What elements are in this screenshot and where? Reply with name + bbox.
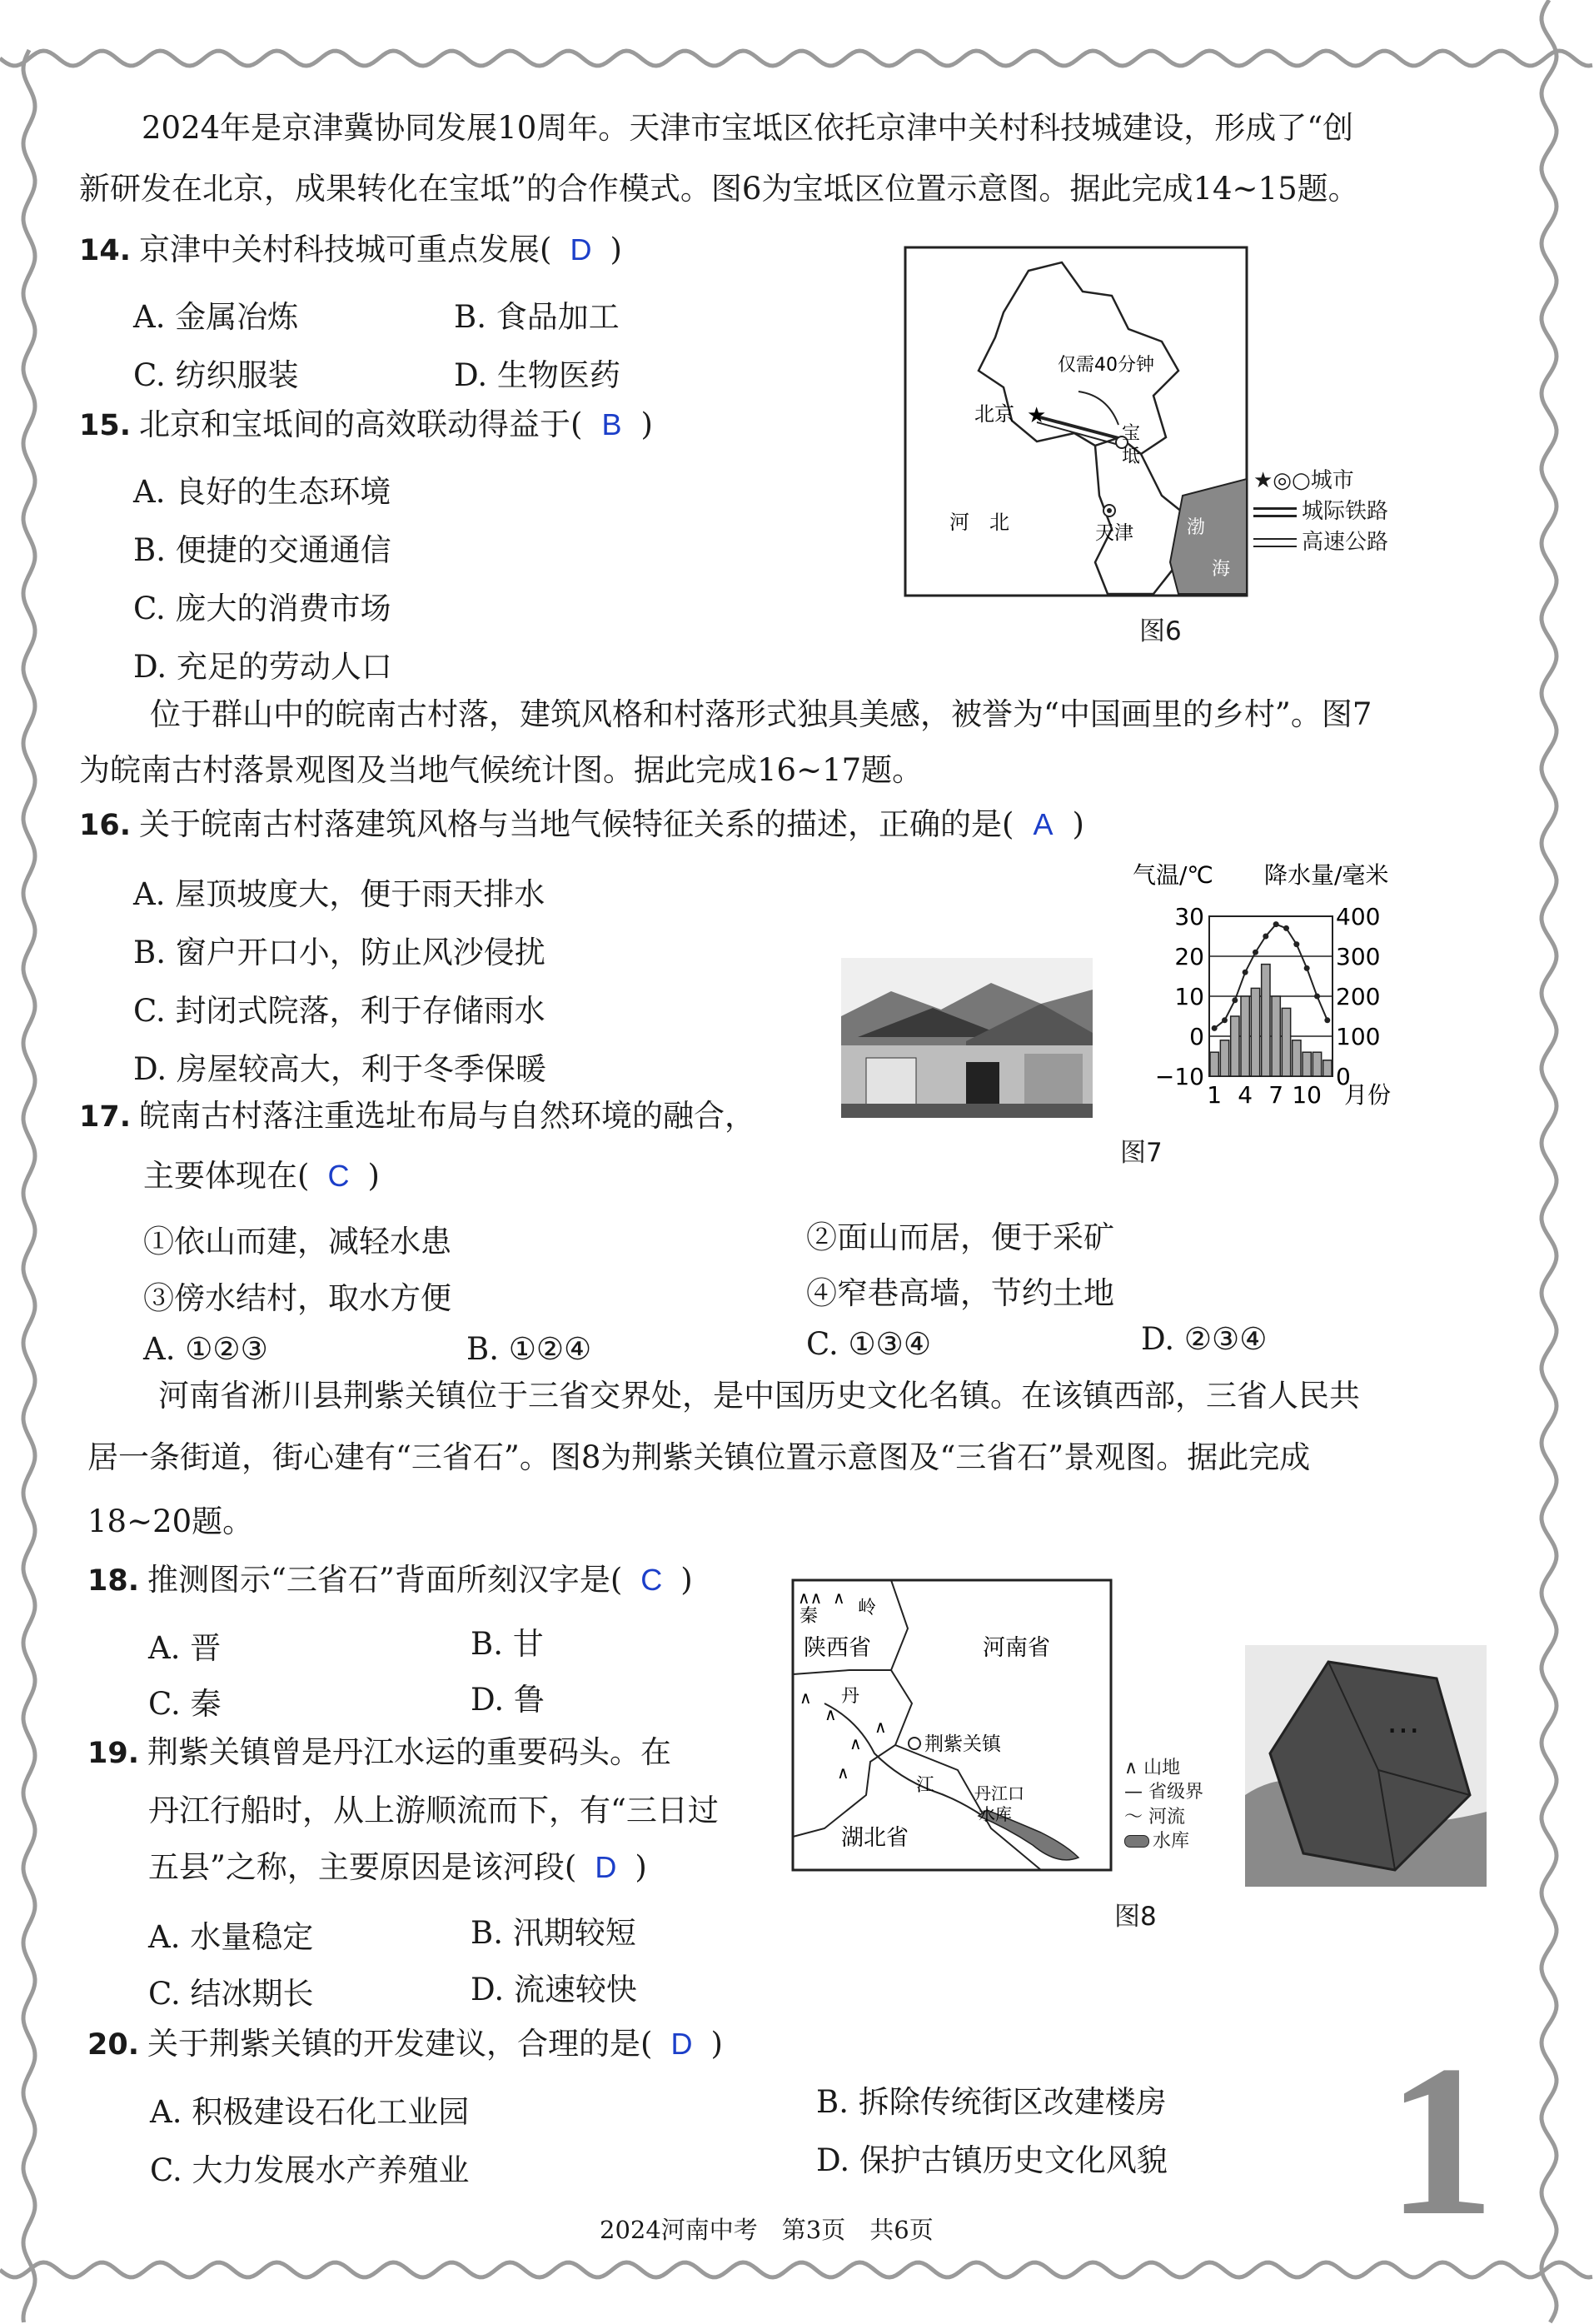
question-number: 20. [87, 2028, 140, 2062]
reservoir-swatch-icon [1124, 1835, 1149, 1848]
question-18 [87, 1562, 693, 1598]
mountain-icons: ∧ [799, 1688, 812, 1708]
y-tick-left: 20 [1174, 943, 1204, 970]
q16-option-c: C. 封闭式院落，利于存储雨水 [133, 993, 545, 1029]
intro-3-line-2: 居一条街道，街心建有“三省石”。图8为荆紫关镇位置示意图及“三省石”景观图。据此完成 [87, 1439, 1311, 1475]
q14-option-d: D. 生物医药 [454, 357, 620, 393]
label-baodi-1: 宝 [1122, 423, 1141, 444]
fig6-legend [1253, 463, 1388, 556]
question-17-line-2 [143, 1158, 380, 1194]
mountain-icons: ∧∧ [798, 1588, 823, 1608]
temperature-point [1222, 1017, 1228, 1023]
q17-option-d: D. ②③④ [1141, 1321, 1268, 1357]
y-tick-left: 10 [1174, 983, 1204, 1010]
question-close: ) [680, 1562, 693, 1598]
question-17 [79, 1098, 755, 1135]
precip-bar [1231, 1016, 1239, 1076]
question-close: ) [640, 406, 653, 442]
question-stem: 北京和宝坻间的高效联动得益于( [139, 406, 583, 442]
answer-mark: D [595, 1850, 617, 1884]
q17-item-1: ①依山而建，减轻水患 [143, 1224, 451, 1259]
q15-option-c: C. 庞大的消费市场 [133, 591, 391, 626]
question-close: ) [635, 1849, 647, 1885]
q17-option-b: B. ①②④ [466, 1331, 592, 1367]
rail-line-icon [1253, 507, 1297, 517]
intro-2-line-2: 为皖南古村落景观图及当地气候统计图。据此完成16~17题。 [79, 752, 924, 788]
temperature-point [1253, 950, 1258, 955]
question-number: 17. [79, 1100, 132, 1134]
q16-option-a: A. 屋顶坡度大，便于雨天排水 [133, 876, 545, 912]
y-tick-right: 100 [1336, 1023, 1381, 1050]
precip-bar [1220, 1040, 1228, 1076]
q15-option-a: A. 良好的生态环境 [133, 474, 391, 510]
question-stem-1: 荆紫关镇曾是丹江水运的重要码头。在 [147, 1734, 672, 1770]
precip-bar [1241, 996, 1249, 1076]
temperature-point [1314, 994, 1320, 1000]
question-number: 16. [79, 809, 132, 842]
stone-carving-icon: ⋯ [1387, 1711, 1420, 1749]
question-15 [79, 406, 653, 443]
legend-mountain: ∧ 山地 [1124, 1758, 1181, 1778]
label-bohai-1: 渤 [1187, 517, 1206, 538]
mountain-icon: ∧ [1124, 1758, 1144, 1778]
question-stem-3: 五县”之称，主要原因是该河段( [148, 1849, 577, 1885]
x-tick-label: 1 [1207, 1081, 1223, 1109]
temperature-point [1263, 934, 1268, 940]
legend-rail: 城际铁路 [1253, 494, 1388, 525]
legend-reservoir: 水库 [1124, 1829, 1203, 1853]
intro-1-line-1: 2024年是京津冀协同发展10周年。天津市宝坻区依托京津中关村科技城建设，形成了“创 [142, 110, 1354, 146]
mountain-icons: ∧ [874, 1717, 887, 1737]
legend-border: — 省级界 [1124, 1782, 1204, 1803]
precip-bar [1282, 1008, 1290, 1076]
question-close: ) [367, 1158, 380, 1194]
page-footer: 2024河南中考 第3页 共6页 [600, 2216, 934, 2244]
question-19-line-3 [148, 1849, 647, 1886]
intro-3-line-3: 18~20题。 [87, 1504, 254, 1539]
question-close: ) [1072, 806, 1084, 842]
temperature-point [1273, 921, 1279, 927]
chart-ylabel-left: 气温/℃ [1133, 861, 1213, 889]
y-tick-right: 300 [1336, 943, 1381, 970]
mountain-icons: ∧ [824, 1704, 837, 1724]
figure-6-caption: 图6 [1139, 616, 1182, 646]
mountain-icons: ∧ [833, 1588, 845, 1608]
legend-city: ★◎○城市 [1253, 468, 1354, 493]
question-stem: 推测图示“三省石”背面所刻汉字是( [147, 1562, 623, 1598]
question-stem-2: 主要体现在( [143, 1158, 310, 1194]
border-line-icon: — [1124, 1782, 1148, 1803]
beijing-star-icon: ★ [1027, 403, 1047, 428]
temperature-point [1324, 1017, 1330, 1023]
city-symbols-icon: ★◎○ [1253, 468, 1311, 493]
figure-8-map [791, 1578, 1116, 1874]
q19-option-a: A. 水量稳定 [148, 1919, 314, 1955]
figure-7-caption: 图7 [1120, 1138, 1163, 1168]
town-icon [909, 1738, 920, 1749]
label-hebei: 河 北 [949, 511, 1009, 534]
q14-option-b: B. 食品加工 [454, 299, 620, 335]
highway-line-icon [1253, 538, 1297, 547]
fig8-legend [1124, 1756, 1203, 1853]
label-time: 仅需40分钟 [1058, 355, 1154, 376]
question-16 [79, 806, 1084, 843]
precip-bar [1262, 965, 1270, 1076]
label-bohai-2: 海 [1212, 559, 1231, 580]
label-qin: 秦 [799, 1606, 819, 1627]
question-close: ) [610, 232, 622, 267]
question-19-line-2: 丹江行船时，从上游顺流而下，有“三日过 [148, 1793, 719, 1828]
mountain-icons: ∧ [849, 1733, 862, 1753]
label-dan: 丹 [841, 1686, 860, 1707]
q19-option-d: D. 流速较快 [471, 1972, 637, 2007]
y-tick-left: 30 [1174, 903, 1204, 930]
answer-mark: C [327, 1159, 350, 1193]
x-tick-label: 7 [1268, 1081, 1284, 1109]
climate-chart [1133, 858, 1416, 1116]
q18-option-a: A. 晋 [148, 1630, 222, 1666]
answer-mark: D [670, 2027, 693, 2061]
question-close: ) [710, 2026, 723, 2062]
label-jiang: 江 [916, 1775, 935, 1796]
label-beijing: 北京 [974, 402, 1014, 426]
question-stem: 关于皖南古村落建筑风格与当地气候特征关系的描述，正确的是( [139, 806, 1014, 842]
label-town: 荆紫关镇 [924, 1733, 1001, 1755]
question-19 [87, 1734, 671, 1771]
label-henan: 河南省 [983, 1635, 1050, 1661]
y-tick-right: 400 [1336, 903, 1381, 930]
temperature-point [1283, 925, 1289, 931]
corner-page-mark: 1 [1387, 2021, 1495, 2261]
label-reservoir-1: 丹江口 [974, 1783, 1024, 1803]
question-number: 15. [79, 409, 132, 442]
q17-item-4: ④窄巷高墙，节约土地 [806, 1275, 1114, 1311]
y-tick-left: 0 [1189, 1023, 1204, 1050]
intro-3-line-1: 河南省淅川县荆紫关镇位于三省交界处，是中国历史文化名镇。在该镇西部，三省人民共 [158, 1378, 1360, 1414]
q20-option-c: C. 大力发展水产养殖业 [150, 2152, 470, 2188]
q17-item-2: ②面山而居，便于采矿 [806, 1219, 1114, 1255]
label-baodi-2: 坻 [1122, 446, 1141, 467]
x-tick-label: 10 [1292, 1081, 1322, 1109]
precip-bar [1210, 1052, 1218, 1076]
temperature-point [1232, 997, 1238, 1003]
river-line-icon: ～ [1124, 1806, 1148, 1828]
village-photo [841, 958, 1093, 1118]
q15-option-b: B. 便捷的交通通信 [133, 532, 391, 568]
answer-mark: D [570, 232, 592, 267]
temperature-line [1214, 925, 1328, 1029]
three-province-stone-photo [1245, 1645, 1487, 1887]
q15-option-d: D. 充足的劳动人口 [133, 649, 392, 685]
legend-river: ～ 河流 [1124, 1806, 1186, 1828]
intro-1-line-2: 新研发在北京，成果转化在宝坻”的合作模式。图6为宝坻区位置示意图。据此完成14~15题。 [79, 171, 1359, 207]
q18-option-b: B. 甘 [471, 1626, 544, 1662]
answer-mark: B [601, 407, 622, 441]
y-tick-right: 0 [1336, 1063, 1351, 1090]
label-tianjin: 天津 [1095, 522, 1133, 544]
q14-option-a: A. 金属冶炼 [133, 299, 299, 335]
question-stem-1: 皖南古村落注重选址布局与自然环境的融合， [139, 1098, 756, 1134]
question-20 [87, 2026, 723, 2062]
label-ling: 岭 [858, 1598, 877, 1618]
figure-8-caption: 图8 [1114, 1902, 1157, 1932]
precip-bar [1251, 988, 1259, 1076]
precip-bar [1323, 1060, 1332, 1076]
temperature-point [1243, 970, 1248, 975]
q18-option-c: C. 秦 [148, 1686, 222, 1722]
q18-option-d: D. 鲁 [471, 1682, 545, 1718]
y-tick-right: 200 [1336, 983, 1381, 1010]
q19-option-c: C. 结冰期长 [148, 1976, 314, 2012]
q20-option-b: B. 拆除传统街区改建楼房 [816, 2084, 1167, 2120]
question-number: 14. [79, 234, 132, 267]
temperature-point [1293, 941, 1299, 947]
chart-ylabel-right: 降水量/毫米 [1264, 861, 1389, 889]
label-reservoir-2: 水库 [979, 1804, 1012, 1824]
q17-item-3: ③傍水结村，取水方便 [143, 1280, 451, 1316]
chart-xlabel: 月份 [1344, 1081, 1392, 1109]
question-stem: 京津中关村科技城可重点发展( [139, 232, 552, 267]
q14-option-c: C. 纺织服装 [133, 357, 299, 393]
figure-6-map [904, 246, 1253, 604]
q20-option-a: A. 积极建设石化工业园 [150, 2094, 470, 2130]
question-number: 19. [87, 1737, 140, 1770]
answer-mark: A [1033, 807, 1054, 841]
q17-option-a: A. ①②③ [143, 1331, 268, 1367]
answer-mark: C [640, 1563, 663, 1597]
y-tick-left: −10 [1154, 1063, 1204, 1090]
question-number: 18. [87, 1564, 140, 1598]
temperature-point [1212, 1025, 1218, 1031]
precip-bar [1293, 1040, 1301, 1076]
q19-option-b: B. 汛期较短 [471, 1915, 636, 1951]
question-stem: 关于荆紫关镇的开发建议，合理的是( [147, 2026, 653, 2062]
q17-option-c: C. ①③④ [806, 1326, 932, 1362]
question-14 [79, 232, 622, 268]
intro-2-line-1: 位于群山中的皖南古村落，建筑风格和村落形式独具美感，被誉为“中国画里的乡村”。图7 [150, 696, 1372, 732]
q16-option-d: D. 房屋较高大，利于冬季保暖 [133, 1051, 546, 1087]
chart-plot-area [1155, 903, 1391, 1109]
precip-bar [1313, 1052, 1321, 1076]
tianjin-city-dot [1107, 508, 1112, 513]
q16-option-b: B. 窗户开口小，防止风沙侵扰 [133, 935, 545, 970]
label-hubei: 湖北省 [841, 1825, 909, 1851]
precip-bar [1303, 1052, 1311, 1076]
mountain-icons: ∧ [837, 1763, 849, 1783]
x-tick-label: 4 [1238, 1081, 1253, 1109]
precip-bar [1272, 996, 1280, 1076]
temperature-point [1304, 965, 1310, 971]
legend-highway: 高速公路 [1253, 525, 1388, 556]
q20-option-d: D. 保护古镇历史文化风貌 [816, 2142, 1168, 2178]
label-shaanxi: 陕西省 [804, 1635, 871, 1661]
